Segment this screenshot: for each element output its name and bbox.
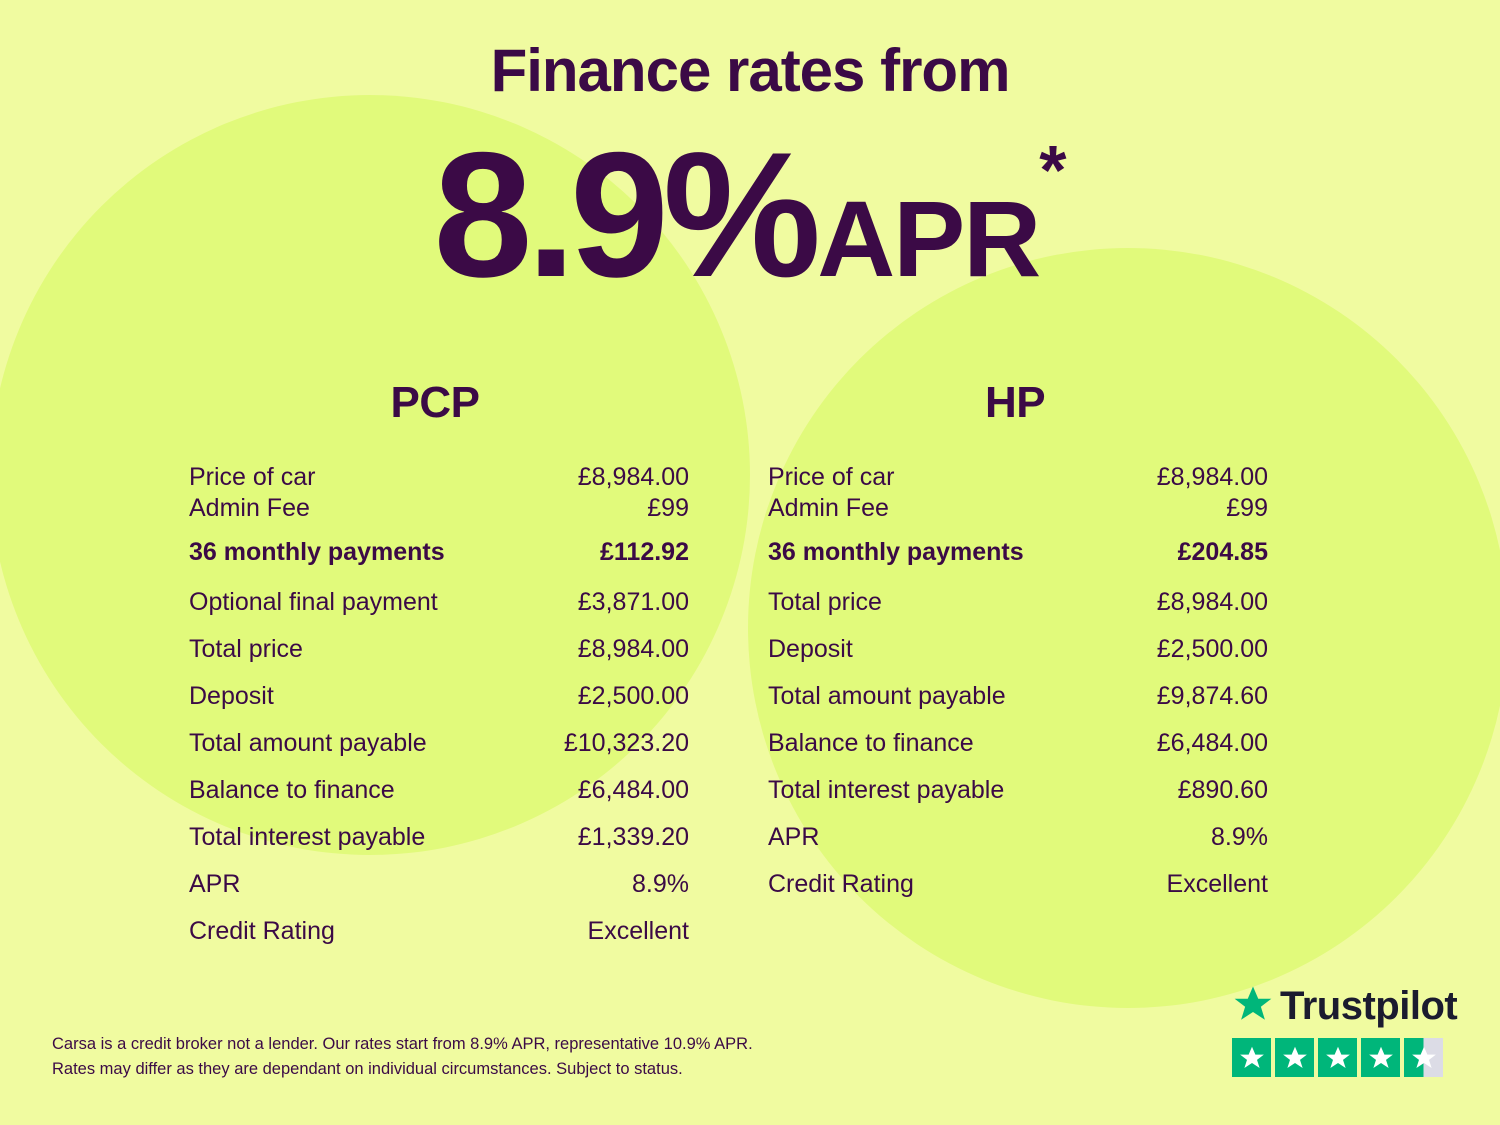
row-value: £8,984.00 [577,635,689,663]
row-label: Price of car [189,463,316,491]
finance-columns [0,378,1500,955]
table-row [768,861,1268,908]
row-value: £6,484.00 [577,776,689,804]
table-row [189,908,689,955]
row-value: Excellent [587,917,689,945]
star-icon [1232,1038,1271,1077]
rate-number: 8.9% [433,115,816,314]
row-label: Total interest payable [768,776,1005,804]
row-value: Excellent [1166,870,1268,898]
table-row [768,462,1268,493]
row-label: Deposit [189,682,274,710]
table-row [189,579,689,626]
row-label: Total amount payable [189,729,427,757]
trustpilot-brand [1232,983,1458,1030]
finance-table-pcp [189,462,689,955]
row-value: £10,323.20 [563,729,689,757]
table-row [768,626,1268,673]
table-row [189,493,689,524]
table-row [189,767,689,814]
row-value: £3,871.00 [577,588,689,616]
star-icon [1275,1038,1314,1077]
row-value: £204.85 [1177,538,1268,566]
column-title-hp: HP [984,378,1046,427]
row-label: Credit Rating [768,870,914,898]
page-title: Finance rates from [490,37,1010,104]
row-value: £8,984.00 [577,463,689,491]
column-title-pcp: PCP [390,378,480,427]
row-label: Balance to finance [768,729,974,757]
rate-apr-label: APR [817,178,1040,299]
row-value: £1,339.20 [577,823,689,851]
row-label: 36 monthly payments [189,538,445,566]
trustpilot-stars [1232,1038,1452,1077]
legal-footnote [52,1032,753,1083]
row-label: Total interest payable [189,823,426,851]
row-value: £99 [1226,494,1268,522]
table-row [189,720,689,767]
trustpilot-star-icon [1232,983,1274,1030]
row-label: Admin Fee [768,494,889,522]
footnote-line-2: Rates may differ as they are dependant on individual circumstances. Subject to status. [52,1060,683,1079]
headline-rate [0,112,1500,317]
table-row [768,720,1268,767]
table-row [189,626,689,673]
row-value: £890.60 [1177,776,1268,804]
row-label: Price of car [768,463,895,491]
table-row [189,462,689,493]
row-value: £99 [647,494,689,522]
row-value: £9,874.60 [1156,682,1268,710]
row-value: £112.92 [600,538,689,566]
row-label: Deposit [768,635,853,663]
row-value: £8,984.00 [1156,463,1268,491]
footnote-line-1: Carsa is a credit broker not a lender. Our rates start from 8.9% APR, representative 10.9% APR. [52,1034,753,1053]
row-value: £2,500.00 [1156,635,1268,663]
row-label: Credit Rating [189,917,335,945]
star-icon [1318,1038,1357,1077]
star-icon [1361,1038,1400,1077]
finance-table-hp [768,462,1268,908]
row-label: APR [768,823,820,851]
row-value: £6,484.00 [1156,729,1268,757]
finance-column-hp [740,378,1300,955]
row-label: Total amount payable [768,682,1006,710]
row-value: £8,984.00 [1156,588,1268,616]
trustpilot-rating[interactable] [1232,983,1458,1077]
table-row [189,673,689,720]
row-label: Admin Fee [189,494,310,522]
star-half-icon [1404,1038,1443,1077]
table-row [768,814,1268,861]
table-row-highlight [189,524,689,579]
table-row [768,579,1268,626]
table-row [189,861,689,908]
rate-asterisk: * [1039,131,1067,209]
row-value: £2,500.00 [577,682,689,710]
finance-column-pcp [155,378,715,955]
row-label: Optional final payment [189,588,438,616]
table-row [189,814,689,861]
table-row [768,767,1268,814]
row-label: 36 monthly payments [768,538,1024,566]
row-label: Balance to finance [189,776,395,804]
row-value: 8.9% [1211,823,1268,851]
table-row-highlight [768,524,1268,579]
table-row [768,493,1268,524]
row-value: 8.9% [632,870,689,898]
row-label: Total price [189,635,303,663]
row-label: Total price [768,588,882,616]
table-row [768,673,1268,720]
row-label: APR [189,870,241,898]
trustpilot-name: Trustpilot [1280,984,1458,1028]
